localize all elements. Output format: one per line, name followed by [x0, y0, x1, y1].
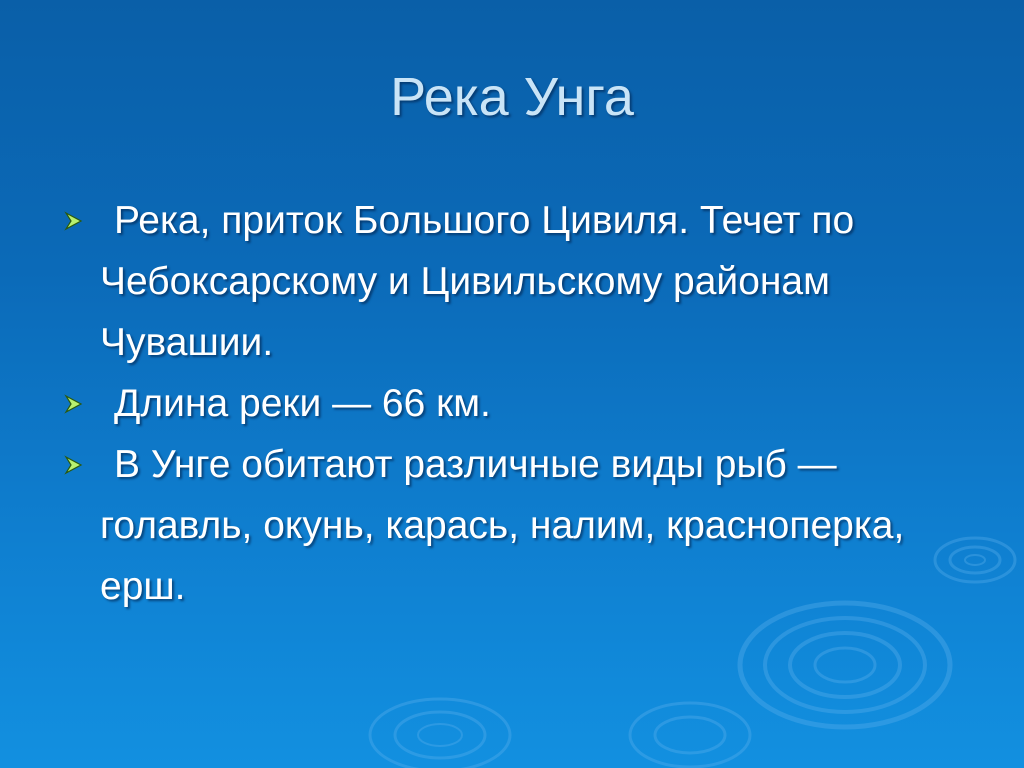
bullet-item — [100, 434, 980, 617]
bullet-list — [100, 190, 980, 617]
bullet-item — [100, 373, 980, 434]
bullet-text: В Унге обитают различные виды рыб — голавль, окунь, карась, налим, красноперка, ерш. — [100, 443, 905, 608]
arrowhead-bullet-icon — [62, 210, 84, 232]
bullet-text: Длина реки — 66 км. — [114, 382, 491, 425]
arrowhead-bullet-icon — [62, 393, 84, 415]
arrowhead-bullet-icon — [62, 454, 84, 476]
slide-title: Река Унга — [390, 67, 634, 127]
bullet-item — [100, 190, 980, 373]
bullet-text: Река, приток Большого Цивиля. Течет по Чебоксарскому и Цивильскому районам Чувашии. — [100, 199, 855, 364]
